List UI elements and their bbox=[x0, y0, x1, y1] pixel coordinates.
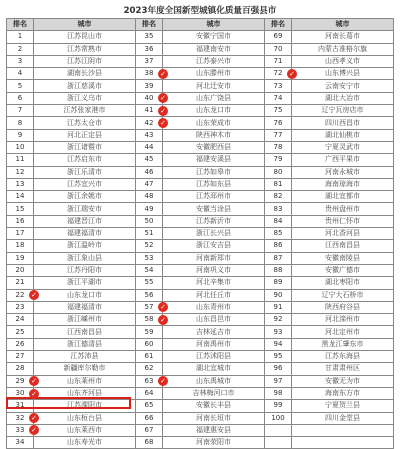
city-cell: 黑龙江肇东市 bbox=[292, 338, 394, 350]
rank-cell: 67 bbox=[136, 424, 163, 436]
check-marker-icon: ✓ bbox=[29, 389, 39, 399]
city-cell: 江苏启东市 bbox=[34, 154, 136, 166]
header-rank: 排名 bbox=[7, 19, 34, 31]
city-cell: 江西南昌县 bbox=[34, 326, 136, 338]
rank-cell: 59 bbox=[136, 326, 163, 338]
check-marker-icon: ✓ bbox=[158, 69, 168, 79]
city-cell: 江苏张家港市 bbox=[34, 105, 136, 117]
rank-cell: 95 bbox=[265, 351, 292, 363]
city-cell: 福建安溪县 bbox=[163, 154, 265, 166]
city-cell: 河北迁安市 bbox=[163, 80, 265, 92]
table-row bbox=[7, 68, 394, 80]
city-cell: 海南东方市 bbox=[292, 387, 394, 399]
city-cell: 江苏如皋市 bbox=[163, 166, 265, 178]
city-cell: 广西平果市 bbox=[292, 154, 394, 166]
check-marker-icon: ✓ bbox=[29, 413, 39, 423]
city-cell: 河南永城市 bbox=[292, 166, 394, 178]
header-city: 城市 bbox=[292, 19, 394, 31]
city-cell: 江苏沛县 bbox=[34, 351, 136, 363]
table-row bbox=[7, 301, 394, 313]
rank-cell: 49 bbox=[136, 203, 163, 215]
city-cell: 河北香河县 bbox=[292, 228, 394, 240]
rank-cell: 61 bbox=[136, 351, 163, 363]
rank-cell: 5 bbox=[7, 80, 34, 92]
table-row bbox=[7, 277, 394, 289]
rank-cell: 1 bbox=[7, 31, 34, 43]
city-cell: 河北滦州市 bbox=[292, 314, 394, 326]
rank-cell: 2 bbox=[7, 43, 34, 55]
ranking-table bbox=[6, 18, 394, 449]
rank-cell: 4 bbox=[7, 68, 34, 80]
city-cell: 浙江长兴县 bbox=[163, 228, 265, 240]
city-cell: 浙江平湖市 bbox=[34, 277, 136, 289]
rank-cell: 92 bbox=[265, 314, 292, 326]
table-row bbox=[7, 141, 394, 153]
rank-cell: 76 bbox=[265, 117, 292, 129]
rank-cell: 40 bbox=[136, 92, 163, 104]
city-cell: 湖北枣阳市 bbox=[292, 277, 394, 289]
city-cell: 山东桓台县 bbox=[34, 412, 136, 424]
city-cell: 四川西昌市 bbox=[292, 117, 394, 129]
city-cell: 吉林延吉市 bbox=[163, 326, 265, 338]
city-cell: 安徽无为市 bbox=[292, 375, 394, 387]
rank-cell: 84 bbox=[265, 215, 292, 227]
table-row bbox=[7, 105, 394, 117]
rank-cell: 19 bbox=[7, 252, 34, 264]
rank-cell: 16 bbox=[7, 215, 34, 227]
rank-cell: 26 bbox=[7, 338, 34, 350]
rank-cell: 72 bbox=[265, 68, 292, 80]
table-row bbox=[7, 351, 394, 363]
check-marker-icon: ✓ bbox=[287, 69, 297, 79]
rank-cell bbox=[265, 424, 292, 436]
city-cell: 新疆库尔勒市 bbox=[34, 363, 136, 375]
city-cell: 江苏邳州市 bbox=[163, 191, 265, 203]
city-cell: 河北辛集市 bbox=[163, 277, 265, 289]
rank-cell: 38 bbox=[136, 68, 163, 80]
rank-cell: 51 bbox=[136, 228, 163, 240]
rank-cell: 87 bbox=[265, 252, 292, 264]
city-cell: 福建南安市 bbox=[163, 43, 265, 55]
city-cell: 江苏泰兴市 bbox=[163, 55, 265, 67]
rank-cell: 50 bbox=[136, 215, 163, 227]
city-cell: 安徽当涂县 bbox=[163, 203, 265, 215]
city-cell: 辽宁瓦房店市 bbox=[292, 105, 394, 117]
city-cell: 湖北大冶市 bbox=[292, 92, 394, 104]
rank-cell: 22 bbox=[7, 289, 34, 301]
table-row bbox=[7, 215, 394, 227]
header-city: 城市 bbox=[163, 19, 265, 31]
rank-cell: 21 bbox=[7, 277, 34, 289]
rank-cell: 13 bbox=[7, 178, 34, 190]
city-cell: 浙江象山县 bbox=[34, 252, 136, 264]
city-cell bbox=[292, 424, 394, 436]
rank-cell: 74 bbox=[265, 92, 292, 104]
city-cell bbox=[292, 437, 394, 449]
rank-cell: 6 bbox=[7, 92, 34, 104]
header-rank: 排名 bbox=[136, 19, 163, 31]
rank-cell: 60 bbox=[136, 338, 163, 350]
city-cell: 山东昌邑市 bbox=[163, 314, 265, 326]
city-cell: 河北任丘市 bbox=[163, 289, 265, 301]
rank-cell: 90 bbox=[265, 289, 292, 301]
city-cell: 福建福清市 bbox=[34, 228, 136, 240]
city-cell: 内蒙古准格尔旗 bbox=[292, 43, 394, 55]
rank-cell: 56 bbox=[136, 289, 163, 301]
check-marker-icon: ✓ bbox=[158, 106, 168, 116]
city-cell: 山东龙口市 bbox=[163, 105, 265, 117]
check-marker-icon: ✓ bbox=[29, 290, 39, 300]
city-cell: 山东齐河县 bbox=[34, 387, 136, 399]
table-row bbox=[7, 166, 394, 178]
page-title: 2023年度全国新型城镇化质量百强县市 bbox=[123, 6, 277, 16]
rank-cell: 58 bbox=[136, 314, 163, 326]
rank-cell: 97 bbox=[265, 375, 292, 387]
city-cell: 河南新郑市 bbox=[163, 252, 265, 264]
city-cell: 江苏东海县 bbox=[292, 351, 394, 363]
table-row bbox=[7, 424, 394, 436]
city-cell: 浙江余姚市 bbox=[34, 191, 136, 203]
rank-cell: 77 bbox=[265, 129, 292, 141]
rank-cell: 48 bbox=[136, 191, 163, 203]
city-cell: 浙江义乌市 bbox=[34, 92, 136, 104]
city-cell: 江苏昆山市 bbox=[34, 31, 136, 43]
city-cell: 山东青州市 bbox=[163, 301, 265, 313]
city-cell: 河南长垣市 bbox=[163, 412, 265, 424]
rank-cell: 10 bbox=[7, 141, 34, 153]
city-cell: 浙江诸暨市 bbox=[34, 141, 136, 153]
rank-cell: 75 bbox=[265, 105, 292, 117]
city-cell: 安徽南陵县 bbox=[292, 252, 394, 264]
rank-cell: 7 bbox=[7, 105, 34, 117]
city-cell: 浙江嵊州市 bbox=[34, 314, 136, 326]
table-row bbox=[7, 92, 394, 104]
rank-cell: 68 bbox=[136, 437, 163, 449]
rank-cell: 41 bbox=[136, 105, 163, 117]
rank-cell: 82 bbox=[265, 191, 292, 203]
rank-cell: 47 bbox=[136, 178, 163, 190]
table-row bbox=[7, 363, 394, 375]
table-row bbox=[7, 326, 394, 338]
rank-cell: 81 bbox=[265, 178, 292, 190]
city-cell: 江苏沭阳县 bbox=[163, 351, 265, 363]
header-city: 城市 bbox=[34, 19, 136, 31]
rank-cell: 28 bbox=[7, 363, 34, 375]
city-cell: 河南巩义市 bbox=[163, 264, 265, 276]
rank-cell: 53 bbox=[136, 252, 163, 264]
rank-cell: 32 bbox=[7, 412, 34, 424]
city-cell: 陕西神木市 bbox=[163, 129, 265, 141]
table-row bbox=[7, 437, 394, 449]
table-row bbox=[7, 375, 394, 387]
city-cell: 山东博兴县 bbox=[292, 68, 394, 80]
rank-cell: 42 bbox=[136, 117, 163, 129]
rank-cell: 80 bbox=[265, 166, 292, 178]
city-cell: 江苏太仓市 bbox=[34, 117, 136, 129]
rank-cell: 63 bbox=[136, 375, 163, 387]
city-cell: 江西南昌县 bbox=[292, 240, 394, 252]
city-cell: 山东广饶县 bbox=[163, 92, 265, 104]
city-cell: 山东荣成市 bbox=[163, 117, 265, 129]
rank-cell: 20 bbox=[7, 264, 34, 276]
rank-cell: 30 bbox=[7, 387, 34, 399]
city-cell: 山东寿光市 bbox=[34, 437, 136, 449]
table-row bbox=[7, 228, 394, 240]
city-cell: 江苏江阴市 bbox=[34, 55, 136, 67]
rank-cell bbox=[265, 437, 292, 449]
rank-cell: 73 bbox=[265, 80, 292, 92]
check-marker-icon: ✓ bbox=[158, 93, 168, 103]
city-cell: 海南琼海市 bbox=[292, 178, 394, 190]
rank-cell: 23 bbox=[7, 301, 34, 313]
rank-cell: 83 bbox=[265, 203, 292, 215]
city-cell: 江苏新沂市 bbox=[163, 215, 265, 227]
city-cell: 湖南长沙县 bbox=[34, 68, 136, 80]
rank-cell: 25 bbox=[7, 326, 34, 338]
rank-cell: 44 bbox=[136, 141, 163, 153]
city-cell: 河南禹州市 bbox=[163, 338, 265, 350]
table-row bbox=[7, 129, 394, 141]
city-cell: 安徽宁国市 bbox=[163, 31, 265, 43]
rank-cell: 62 bbox=[136, 363, 163, 375]
table-row bbox=[7, 43, 394, 55]
table-row bbox=[7, 314, 394, 326]
check-marker-icon: ✓ bbox=[29, 376, 39, 386]
rank-cell: 36 bbox=[136, 43, 163, 55]
city-cell: 贵州仁怀市 bbox=[292, 215, 394, 227]
rank-cell: 100 bbox=[265, 412, 292, 424]
rank-cell: 17 bbox=[7, 228, 34, 240]
rank-cell: 29 bbox=[7, 375, 34, 387]
city-cell: 陕西府谷县 bbox=[292, 301, 394, 313]
highlight-box bbox=[6, 397, 131, 409]
rank-cell: 78 bbox=[265, 141, 292, 153]
table-row bbox=[7, 80, 394, 92]
rank-cell: 69 bbox=[265, 31, 292, 43]
rank-cell: 3 bbox=[7, 55, 34, 67]
header-rank: 排名 bbox=[265, 19, 292, 31]
rank-cell: 45 bbox=[136, 154, 163, 166]
rank-cell: 65 bbox=[136, 400, 163, 412]
city-cell: 江苏丹阳市 bbox=[34, 264, 136, 276]
city-cell: 山东莱西市 bbox=[34, 424, 136, 436]
rank-cell: 85 bbox=[265, 228, 292, 240]
table-row bbox=[7, 154, 394, 166]
rank-cell: 12 bbox=[7, 166, 34, 178]
city-cell: 山东莱州市 bbox=[34, 375, 136, 387]
rank-cell: 57 bbox=[136, 301, 163, 313]
city-cell: 山东龙口市 bbox=[34, 289, 136, 301]
city-cell: 安徽肥西县 bbox=[163, 141, 265, 153]
city-cell: 河南荥阳市 bbox=[163, 437, 265, 449]
rank-cell: 37 bbox=[136, 55, 163, 67]
city-cell: 山东滕州市 bbox=[163, 68, 265, 80]
rank-cell: 24 bbox=[7, 314, 34, 326]
rank-cell: 88 bbox=[265, 264, 292, 276]
city-cell: 江苏如东县 bbox=[163, 178, 265, 190]
rank-cell: 52 bbox=[136, 240, 163, 252]
rank-cell: 11 bbox=[7, 154, 34, 166]
table-row bbox=[7, 289, 394, 301]
rank-cell: 39 bbox=[136, 80, 163, 92]
city-cell: 湖北宜城市 bbox=[163, 363, 265, 375]
rank-cell: 34 bbox=[7, 437, 34, 449]
rank-cell: 98 bbox=[265, 387, 292, 399]
rank-cell: 8 bbox=[7, 117, 34, 129]
city-cell: 江苏宜兴市 bbox=[34, 178, 136, 190]
rank-cell: 96 bbox=[265, 363, 292, 375]
rank-cell: 46 bbox=[136, 166, 163, 178]
city-cell: 河北定州市 bbox=[292, 326, 394, 338]
rank-cell: 66 bbox=[136, 412, 163, 424]
table-body bbox=[7, 31, 394, 449]
table-row bbox=[7, 338, 394, 350]
city-cell: 浙江安吉县 bbox=[163, 240, 265, 252]
rank-cell: 86 bbox=[265, 240, 292, 252]
rank-cell: 54 bbox=[136, 264, 163, 276]
rank-cell: 43 bbox=[136, 129, 163, 141]
rank-cell: 55 bbox=[136, 277, 163, 289]
rank-cell: 33 bbox=[7, 424, 34, 436]
city-cell: 浙江乐清市 bbox=[34, 166, 136, 178]
city-cell: 山西孝义市 bbox=[292, 55, 394, 67]
city-cell: 四川金堂县 bbox=[292, 412, 394, 424]
check-marker-icon: ✓ bbox=[29, 425, 39, 435]
city-cell: 山东禹城市 bbox=[163, 375, 265, 387]
table-row bbox=[7, 117, 394, 129]
city-cell: 安徽长丰县 bbox=[163, 400, 265, 412]
check-marker-icon: ✓ bbox=[158, 302, 168, 312]
rank-cell: 35 bbox=[136, 31, 163, 43]
check-marker-icon: ✓ bbox=[158, 376, 168, 386]
check-marker-icon: ✓ bbox=[158, 118, 168, 128]
rank-cell: 15 bbox=[7, 203, 34, 215]
table-row bbox=[7, 264, 394, 276]
city-cell: 浙江瑞安市 bbox=[34, 203, 136, 215]
city-cell: 宁夏灵武市 bbox=[292, 141, 394, 153]
rank-cell: 71 bbox=[265, 55, 292, 67]
city-cell: 福建福清市 bbox=[34, 301, 136, 313]
city-cell: 辽宁大石桥市 bbox=[292, 289, 394, 301]
table-header-row bbox=[7, 19, 394, 31]
city-cell: 甘肃肃州区 bbox=[292, 363, 394, 375]
city-cell: 河北正定县 bbox=[34, 129, 136, 141]
rank-cell: 91 bbox=[265, 301, 292, 313]
table-row bbox=[7, 412, 394, 424]
city-cell: 福建晋江市 bbox=[34, 215, 136, 227]
rank-cell: 93 bbox=[265, 326, 292, 338]
rank-cell: 89 bbox=[265, 277, 292, 289]
city-cell: 湖北宜都市 bbox=[292, 191, 394, 203]
city-cell: 福建惠安县 bbox=[163, 424, 265, 436]
city-cell: 安徽广德市 bbox=[292, 264, 394, 276]
table-row bbox=[7, 252, 394, 264]
city-cell: 浙江德清县 bbox=[34, 338, 136, 350]
rank-cell: 14 bbox=[7, 191, 34, 203]
rank-cell: 64 bbox=[136, 387, 163, 399]
city-cell: 宁夏贺兰县 bbox=[292, 400, 394, 412]
rank-cell: 79 bbox=[265, 154, 292, 166]
check-marker-icon: ✓ bbox=[158, 315, 168, 325]
table-row bbox=[7, 191, 394, 203]
city-cell: 浙江温岭市 bbox=[34, 240, 136, 252]
rank-cell: 94 bbox=[265, 338, 292, 350]
city-cell: 湖北仙桃市 bbox=[292, 129, 394, 141]
rank-cell: 9 bbox=[7, 129, 34, 141]
table-row bbox=[7, 55, 394, 67]
table-row bbox=[7, 31, 394, 43]
rank-cell: 99 bbox=[265, 400, 292, 412]
city-cell: 河南长葛市 bbox=[292, 31, 394, 43]
table-row bbox=[7, 240, 394, 252]
city-cell: 吉林梅河口市 bbox=[163, 387, 265, 399]
city-cell: 江苏常熟市 bbox=[34, 43, 136, 55]
city-cell: 浙江慈溪市 bbox=[34, 80, 136, 92]
rank-cell: 27 bbox=[7, 351, 34, 363]
table-row bbox=[7, 178, 394, 190]
rank-cell: 70 bbox=[265, 43, 292, 55]
rank-cell: 31 bbox=[7, 400, 34, 412]
city-cell: 云南安宁市 bbox=[292, 80, 394, 92]
city-cell: 贵州盘州市 bbox=[292, 203, 394, 215]
rank-cell: 18 bbox=[7, 240, 34, 252]
city-cell: 江苏溧阳市 bbox=[34, 400, 136, 412]
table-row bbox=[7, 203, 394, 215]
